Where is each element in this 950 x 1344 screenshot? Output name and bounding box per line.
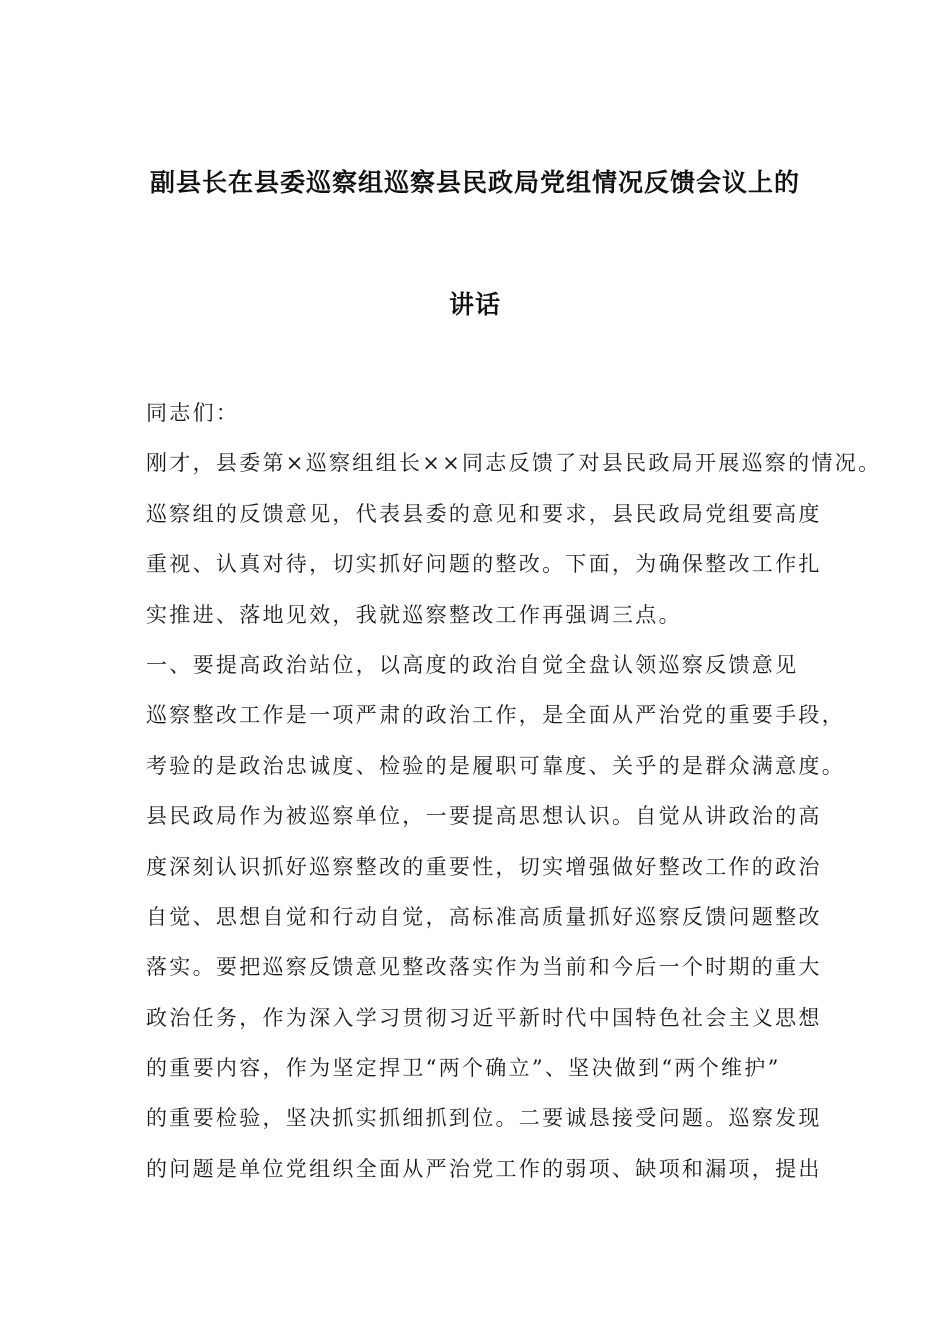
body-line: 县民政局作为被巡察单位，一要提高思想认识。自觉从讲政治的高 xyxy=(146,804,822,829)
body-line: 考验的是政治忠诚度、检验的是履职可靠度、关乎的是群众满意度。 xyxy=(146,753,845,778)
body-line: 刚才，县委第×巡察组组长××同志反馈了对县民政局开展巡察的情况。 xyxy=(146,451,882,476)
body-line: 的重要检验，坚决抓实抓细抓到位。二要诚恳接受问题。巡察发现 xyxy=(146,1106,822,1131)
body-line: 政治任务，作为深入学习贯彻习近平新时代中国特色社会主义思想 xyxy=(146,1005,822,1030)
salutation: 同志们： xyxy=(146,401,240,425)
section-heading: 一、要提高政治站位，以高度的政治自觉全盘认领巡察反馈意见 xyxy=(146,652,799,677)
body-line: 实推进、落地见效，我就巡察整改工作再强调三点。 xyxy=(146,602,682,627)
document-title-line-1: 副县长在县委巡察组巡察县民政局党组情况反馈会议上的 xyxy=(149,168,800,197)
body-line: 巡察组的反馈意见，代表县委的意见和要求，县民政局党组要高度 xyxy=(146,501,822,526)
body-line: 巡察整改工作是一项严肃的政治工作，是全面从严治党的重要手段， xyxy=(146,703,845,728)
body-line: 自觉、思想自觉和行动自觉，高标准高质量抓好巡察反馈问题整改 xyxy=(146,904,822,929)
body-line: 重视、认真对待，切实抓好问题的整改。下面，为确保整改工作扎 xyxy=(146,552,822,577)
body-line: 度深刻认识抓好巡察整改的重要性，切实增强做好整改工作的政治 xyxy=(146,854,822,879)
body-line: 的重要内容，作为坚定捍卫“两个确立”、坚决做到“两个维护” xyxy=(146,1056,781,1081)
document-body xyxy=(146,395,882,1201)
document-title-line-2: 讲话 xyxy=(448,290,501,319)
body-line: 落实。要把巡察反馈意见整改落实作为当前和今后一个时期的重大 xyxy=(146,955,822,980)
body-line: 的问题是单位党组织全面从严治党工作的弱项、缺项和漏项，提出 xyxy=(146,1156,822,1181)
